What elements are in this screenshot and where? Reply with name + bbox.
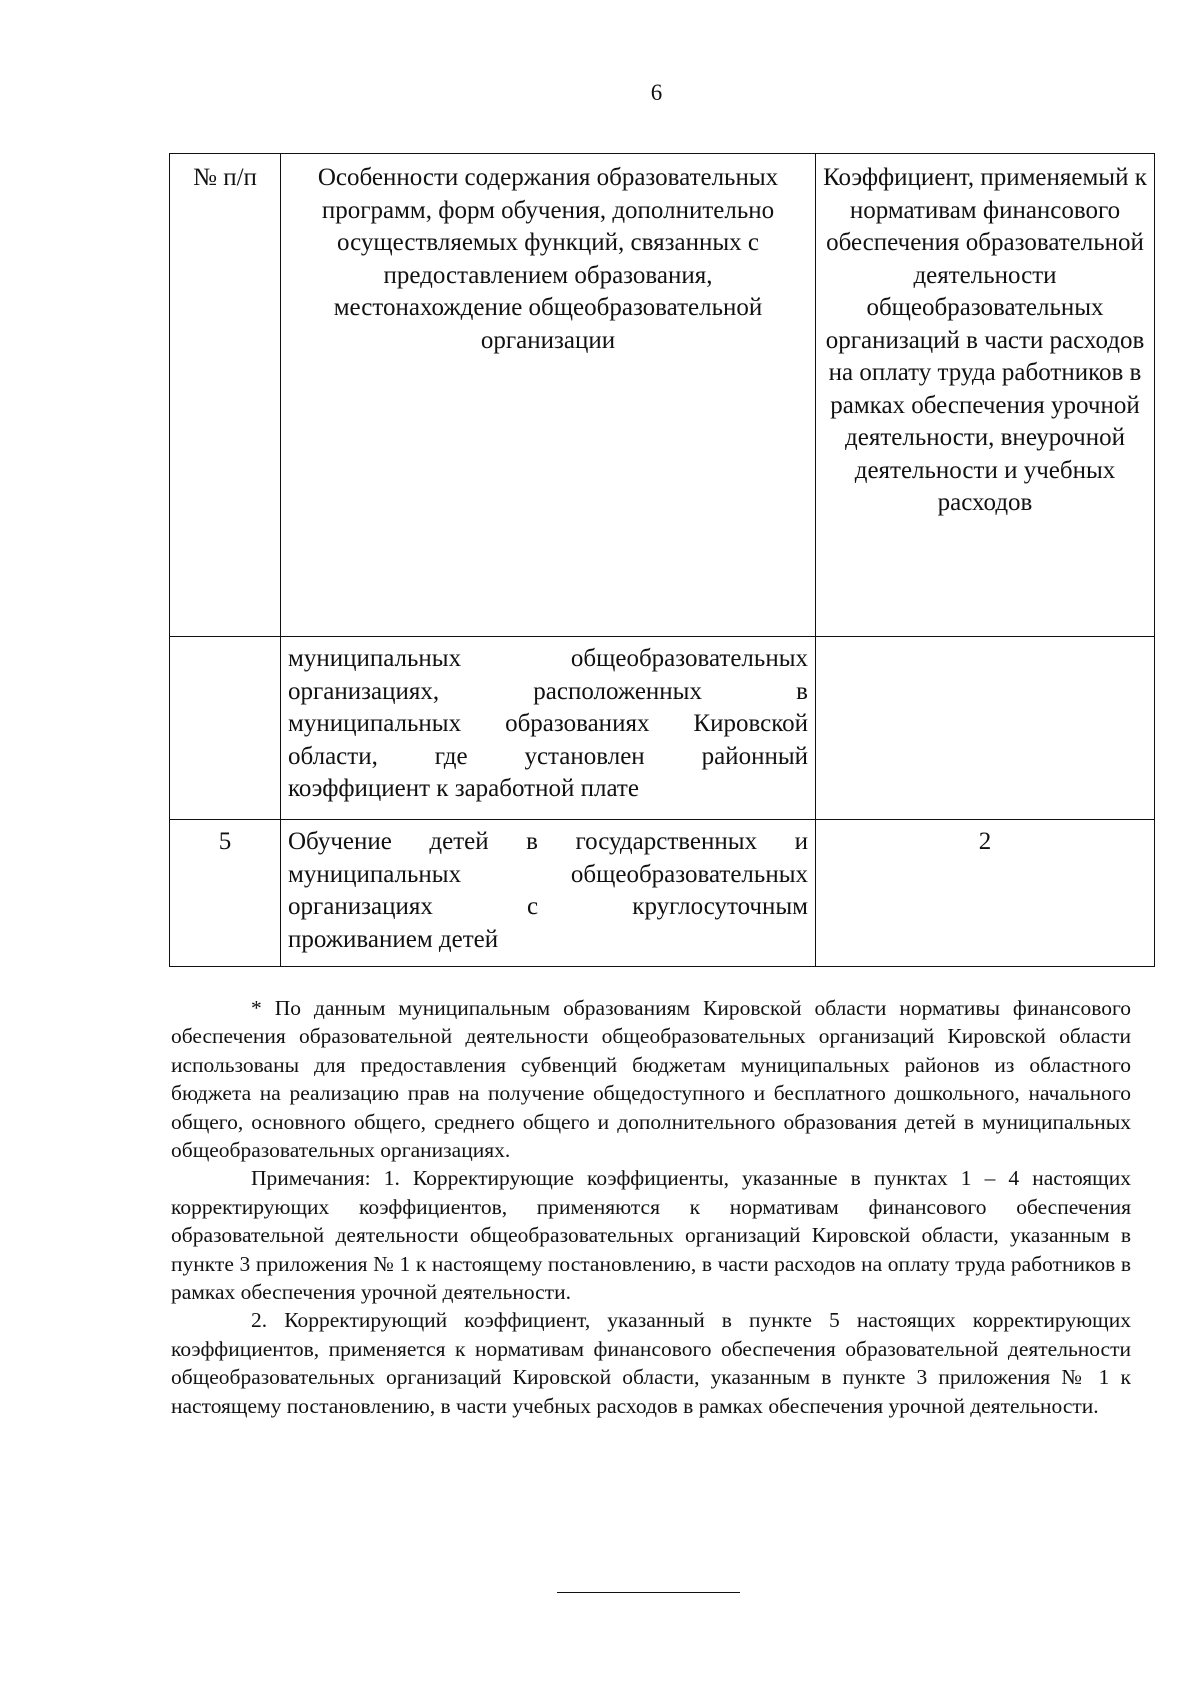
row-num <box>170 637 281 820</box>
table-row <box>170 820 1155 967</box>
row-description-last: коэффициент к заработной плате <box>288 775 639 802</box>
row-description <box>281 637 816 820</box>
table-row <box>170 637 1155 820</box>
row-description-last: проживанием детей <box>288 925 499 953</box>
footnote: * По данным муниципальным образованиям Кировской области нормативы финансового обеспечения образовательной деятельности общеобразовательных организаций Кировской области использованы для предоставления субвенций бюджетам муниципальных районов из областного бюджета на реализацию прав на получение общедоступного и бесплатного дошкольного, начального общего, основного общего, среднего общего и дополнительного образования детей в муниципальных общеобразовательных организациях. <box>171 996 1131 1163</box>
row-num: 5 <box>170 820 281 967</box>
row-description-text: Обучение детей в государственных и муниципальных общеобразовательных организациях с круглосуточным <box>288 828 808 920</box>
notes-section <box>171 994 1131 1420</box>
row-description <box>281 820 816 967</box>
header-coefficient: Коэффициент, применяемый к нормативам финансового обеспечения образовательной деятельности общеобразовательных организаций в части расходов на оплату труда работников в рамках обеспечения урочной деятельности, внеурочной деятельности и учебных расходов <box>816 154 1155 637</box>
row-description-text: муниципальных общеобразовательных организациях, расположенных в муниципальных образованиях Кировской области, где установлен районный <box>288 645 808 770</box>
page-number: 6 <box>650 80 663 105</box>
header-features: Особенности содержания образовательных программ, форм обучения, дополнительно осуществляемых функций, связанных с предоставлением образования, местонахождение общеобразовательной организации <box>281 154 816 637</box>
row-coefficient <box>816 637 1155 820</box>
table-header-row <box>170 154 1155 637</box>
header-num: № п/п <box>170 154 281 637</box>
note-2: 2. Корректирующий коэффициент, указанный в пункте 5 настоящих корректирующих коэффициентов, применяется к нормативам финансового обеспечения образовательной деятельности общеобразовательных организаций Кировской области, указанным в пункте 3 приложения № 1 к настоящему постановлению, в части учебных расходов в рамках обеспечения урочной деятельности. <box>171 1308 1131 1418</box>
end-divider-line <box>557 1592 740 1593</box>
note-1: Примечания: 1. Корректирующие коэффициенты, указанные в пунктах 1 – 4 настоящих корректирующих коэффициентов, применяются к нормативам финансового обеспечения образовательной деятельности общеобразовательных организаций Кировской области, указанным в пункте 3 приложения № 1 к настоящему постановлению, в части расходов на оплату труда работников в рамках обеспечения урочной деятельности. <box>171 1166 1131 1305</box>
row-coefficient: 2 <box>816 820 1155 967</box>
coefficients-table <box>169 153 1155 967</box>
